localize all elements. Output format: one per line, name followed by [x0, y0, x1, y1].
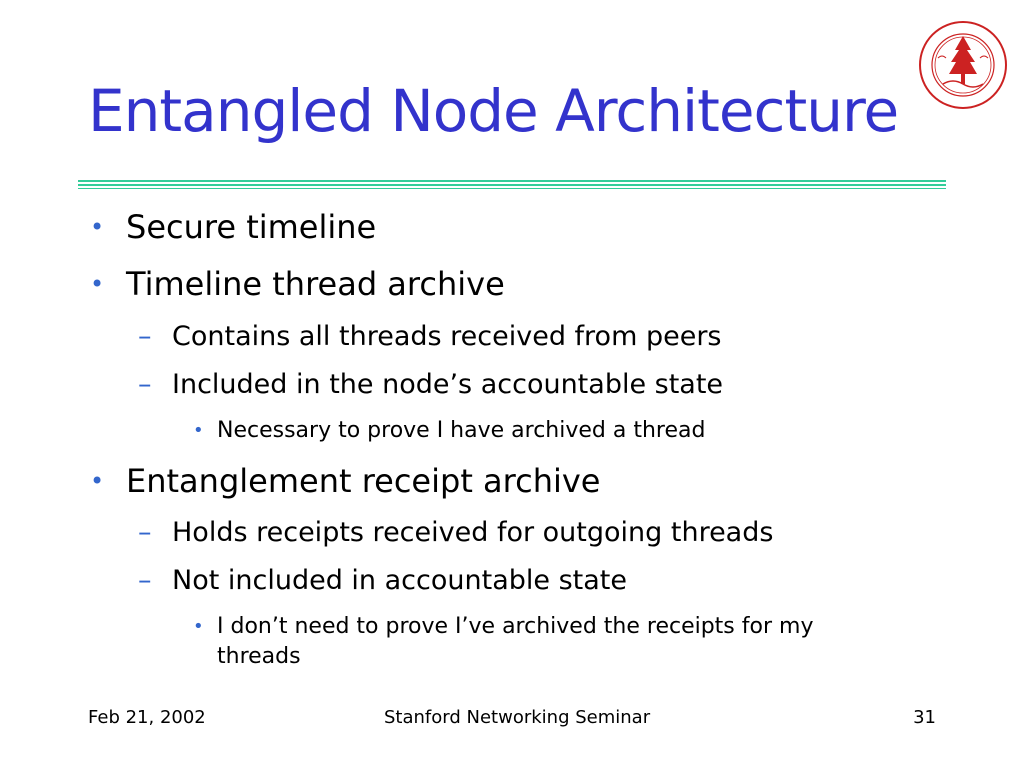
sub-sub-bullet-marker: •: [193, 420, 204, 441]
footer-date: Feb 21, 2002: [88, 707, 206, 728]
sub-sub-bullet-item: [193, 416, 706, 446]
bullet-text: Timeline thread archive: [126, 265, 505, 303]
sub-bullet-marker: –: [138, 369, 152, 400]
stanford-seal-icon: [918, 20, 1008, 110]
title-divider-line: [78, 180, 946, 182]
sub-bullet-marker: –: [138, 321, 152, 352]
sub-sub-bullet-item: [193, 612, 814, 672]
bullet-marker: •: [90, 270, 105, 298]
sub-bullet-item: [138, 517, 774, 549]
sub-bullet-item: [138, 565, 627, 597]
slide-title: Entangled Node Architecture: [88, 77, 899, 145]
bullet-text: Entanglement receipt archive: [126, 462, 601, 500]
sub-bullet-text: Holds receipts received for outgoing threads: [172, 517, 774, 548]
bullet-item: [90, 265, 505, 303]
bullet-item: [90, 462, 601, 500]
sub-bullet-marker: –: [138, 517, 152, 548]
sub-bullet-text: Contains all threads received from peers: [172, 321, 722, 352]
title-divider-line: [78, 188, 946, 189]
sub-sub-bullet-text: Necessary to prove I have archived a thread: [217, 418, 706, 443]
sub-bullet-text: Included in the node’s accountable state: [172, 369, 724, 400]
footer-venue: Stanford Networking Seminar: [384, 707, 651, 728]
bullet-marker: •: [90, 467, 105, 495]
bullet-item: [90, 208, 377, 246]
sub-sub-bullet-continuation: threads: [217, 644, 301, 669]
sub-bullet-item: [138, 321, 722, 353]
bullet-text: Secure timeline: [126, 208, 377, 246]
sub-sub-bullet-marker: •: [193, 616, 204, 637]
sub-bullet-marker: –: [138, 565, 152, 596]
sub-bullet-text: Not included in accountable state: [172, 565, 627, 596]
title-divider-line: [78, 184, 946, 186]
footer-page-number: 31: [913, 707, 936, 728]
bullet-marker: •: [90, 213, 105, 241]
sub-bullet-item: [138, 369, 724, 401]
sub-sub-bullet-text: I don’t need to prove I’ve archived the receipts for my: [217, 614, 814, 639]
